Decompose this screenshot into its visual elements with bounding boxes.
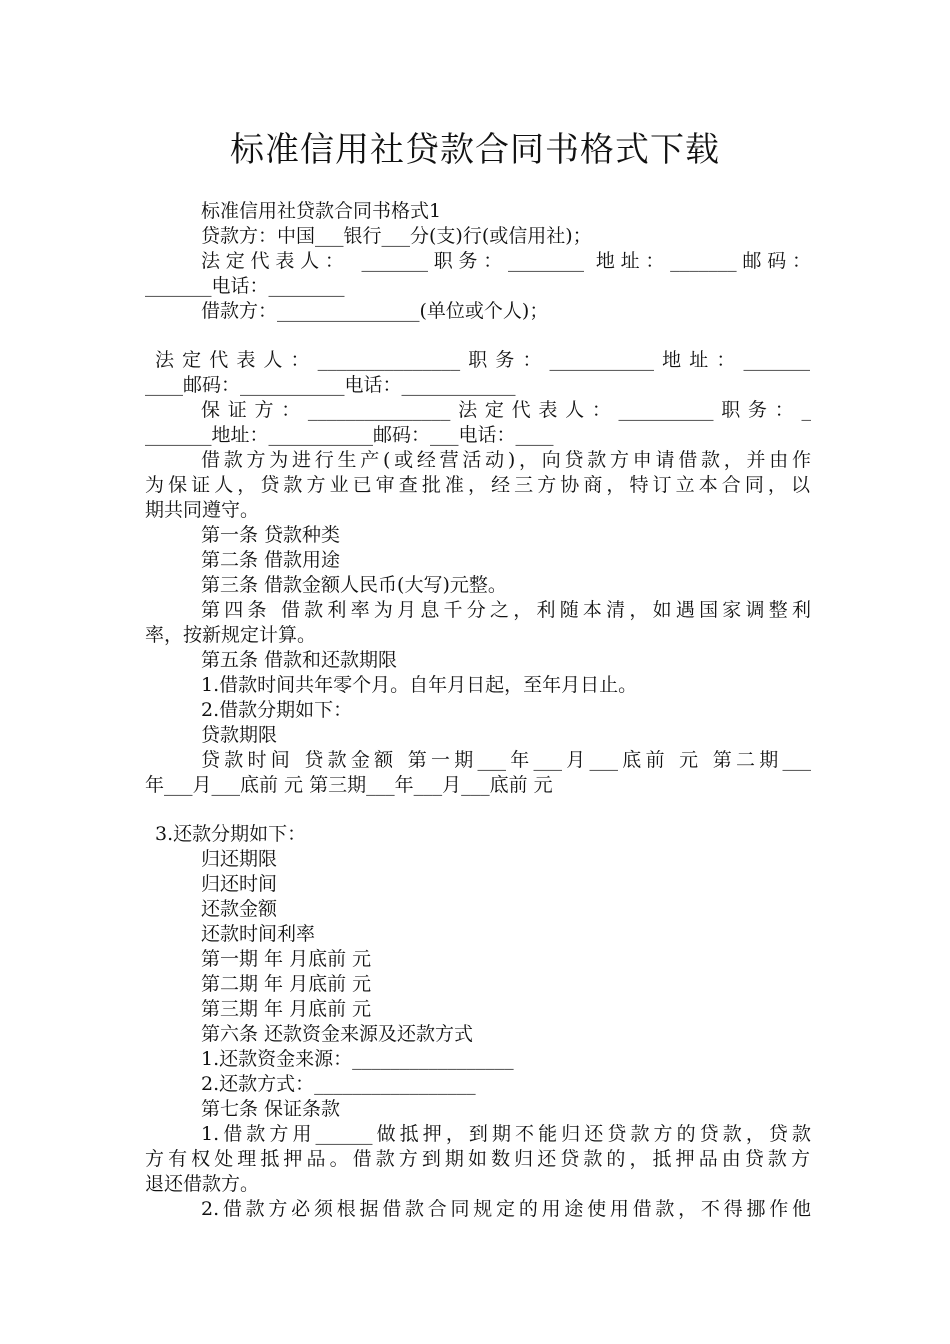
paragraph-line: 期共同遵守。: [145, 499, 260, 521]
list-item: 贷款期限: [201, 724, 278, 746]
guarantor-line: 保证方：_______________法定代表人：__________职务：_: [201, 399, 811, 421]
list-item: 还款时间利率: [201, 923, 316, 945]
list-item: 第二期 年 月底前 元: [201, 973, 372, 995]
article-heading: 第一条 贷款种类: [201, 524, 341, 546]
borrower-representative-line: 法定代表人：_______________职务：___________地址：_______: [155, 349, 810, 371]
schedule-line: 年___月___底前 元 第三期___年___月___底前 元: [145, 774, 553, 796]
borrower-postcode-line: ____邮码：___________电话：____________: [145, 374, 516, 396]
article-heading: 第二条 借款用途: [201, 549, 341, 571]
list-item: 3.还款分期如下：: [155, 823, 307, 845]
article-heading: 第三条 借款金额人民币(大写)元整。: [201, 574, 507, 596]
list-item: 1.还款资金来源：_________________: [201, 1048, 514, 1070]
lender-representative-line: 法定代表人： _______职务：________ 地址：_______邮码：: [201, 250, 811, 272]
list-item: 2.借款分期如下：: [201, 699, 353, 721]
list-item: 第三期 年 月底前 元: [201, 998, 372, 1020]
lender-line: 贷款方：中国___银行___分(支)行(或信用社)；: [201, 225, 592, 247]
article-heading: 第七条 保证条款: [201, 1098, 341, 1120]
paragraph-line: 为保证人，贷款方业已审查批准，经三方协商，特订立本合同，以: [145, 474, 810, 496]
list-item: 1.借款时间共年零个月。自年月日起，至年月日止。: [201, 674, 638, 696]
list-item: 还款金额: [201, 898, 278, 920]
list-item: 归还时间: [201, 873, 278, 895]
list-item: 2.还款方式：_________________: [201, 1073, 476, 1095]
paragraph-line: 率，按新规定计算。: [145, 624, 317, 646]
paragraph-line: 退还借款方。: [145, 1173, 260, 1195]
borrower-line: 借款方：_______________(单位或个人)；: [201, 300, 549, 322]
paragraph-line: 第四条 借款利率为月息千分之，利随本清，如遇国家调整利: [201, 599, 811, 621]
paragraph-line: 方有权处理抵押品。借款方到期如数归还贷款的，抵押品由贷款方: [145, 1148, 810, 1170]
list-item: 第一期 年 月底前 元: [201, 948, 372, 970]
paragraph-line: 1.借款方用______做抵押，到期不能归还贷款方的贷款，贷款: [201, 1123, 811, 1145]
article-heading: 第六条 还款资金来源及还款方式: [201, 1023, 474, 1045]
list-item: 归还期限: [201, 848, 278, 870]
paragraph-line: 借款方为进行生产(或经营活动)，向贷款方申请借款，并由作: [201, 449, 811, 471]
schedule-line: 贷款时间 贷款金额 第一期___年___月___底前 元 第二期___: [201, 749, 811, 771]
paragraph-line: 2.借款方必须根据借款合同规定的用途使用借款，不得挪作他: [201, 1198, 811, 1220]
section-heading: 标准信用社贷款合同书格式1: [201, 200, 442, 222]
article-heading: 第五条 借款和还款期限: [201, 649, 398, 671]
lender-phone-line: _______电话：________: [145, 275, 345, 297]
guarantor-address-line: _______地址：___________邮码：___电话：____: [145, 424, 554, 446]
document-title: 标准信用社贷款合同书格式下载: [230, 130, 720, 170]
